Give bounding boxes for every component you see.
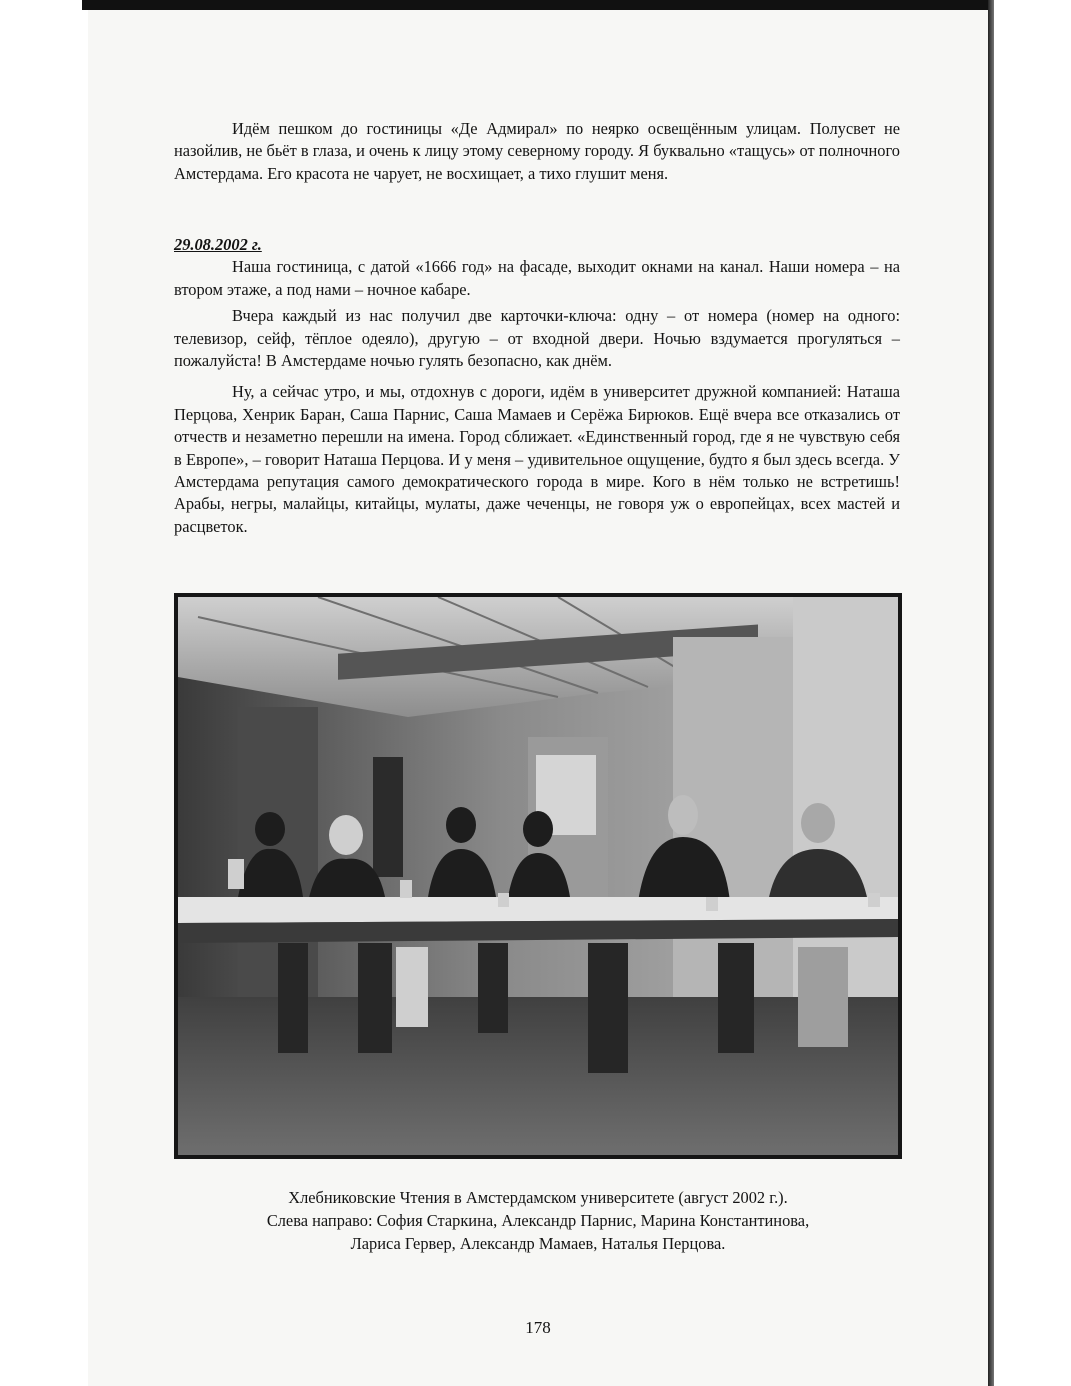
scan-top-edge [82,0,994,10]
paragraph-university: Ну, а сейчас утро, и мы, отдохнув с дороги, идём в университет дружной компанией: Наташа Перцова, Хенрик Баран, Саша Парнис, Саша Мамаев и Серёжа Бирюков. Ещё вчера все отказались от отчеств и незаметно перешли на имена. Город сближает. «Единственный город, где я не чувствую себя в Европе», – говорит Наташа Перцова. И у меня – удивительное ощущение, будто я был здесь всегда. У Амстердама репутация самого демократического города в мире. Кого в нём только не встретишь! Арабы, негры, малайцы, китайцы, мулаты, даже чеченцы, не говоря уж о европейцах, всех мастей и расцветок. [174,382,900,536]
paragraph-key-cards: Вчера каждый из нас получил две карточки-ключа: одну – от номера (номер на одного: телевизор, сейф, тёплое одеяло), другую – от входной двери. Ночью вздумается прогуляться – пожалуйста! В Амстердаме ночью гулять безопасно, как днём. [174,306,900,371]
caption-line-3: Лариса Гервер, Александр Мамаев, Наталья Перцова. [350,1234,726,1253]
page-number: 178 [525,1318,551,1337]
caption-line-2: Слева направо: София Старкина, Александр Парнис, Марина Константинова, [266,1211,810,1230]
paragraph-hotel: Наша гостиница, с датой «1666 год» на фасаде, выходит окнами на канал. Наши номера – на втором этаже, а под нами – ночное кабаре. [174,257,900,299]
paragraph-text: Идём пешком до гостиницы «Де Адмирал» по неярко освещённым улицам. Полусвет не назойлив, не бьёт в глаза, и очень к лицу этому северному городу. Я буквально «тащусь» от полночного Амстердама. Его красота не чарует, не восхищает, а тихо глушит меня. [174,119,900,183]
photo-frame [174,593,902,1159]
photo-caption [174,1186,902,1255]
caption-line-1: Хлебниковские Чтения в Амстердамском университете (август 2002 г.). [288,1188,788,1207]
conference-photo [178,597,898,1155]
diary-entry [174,234,900,538]
paragraph-walk-to-hotel [174,118,900,185]
scan-right-edge [988,0,994,1386]
date-heading: 29.08.2002 г. [174,235,262,254]
